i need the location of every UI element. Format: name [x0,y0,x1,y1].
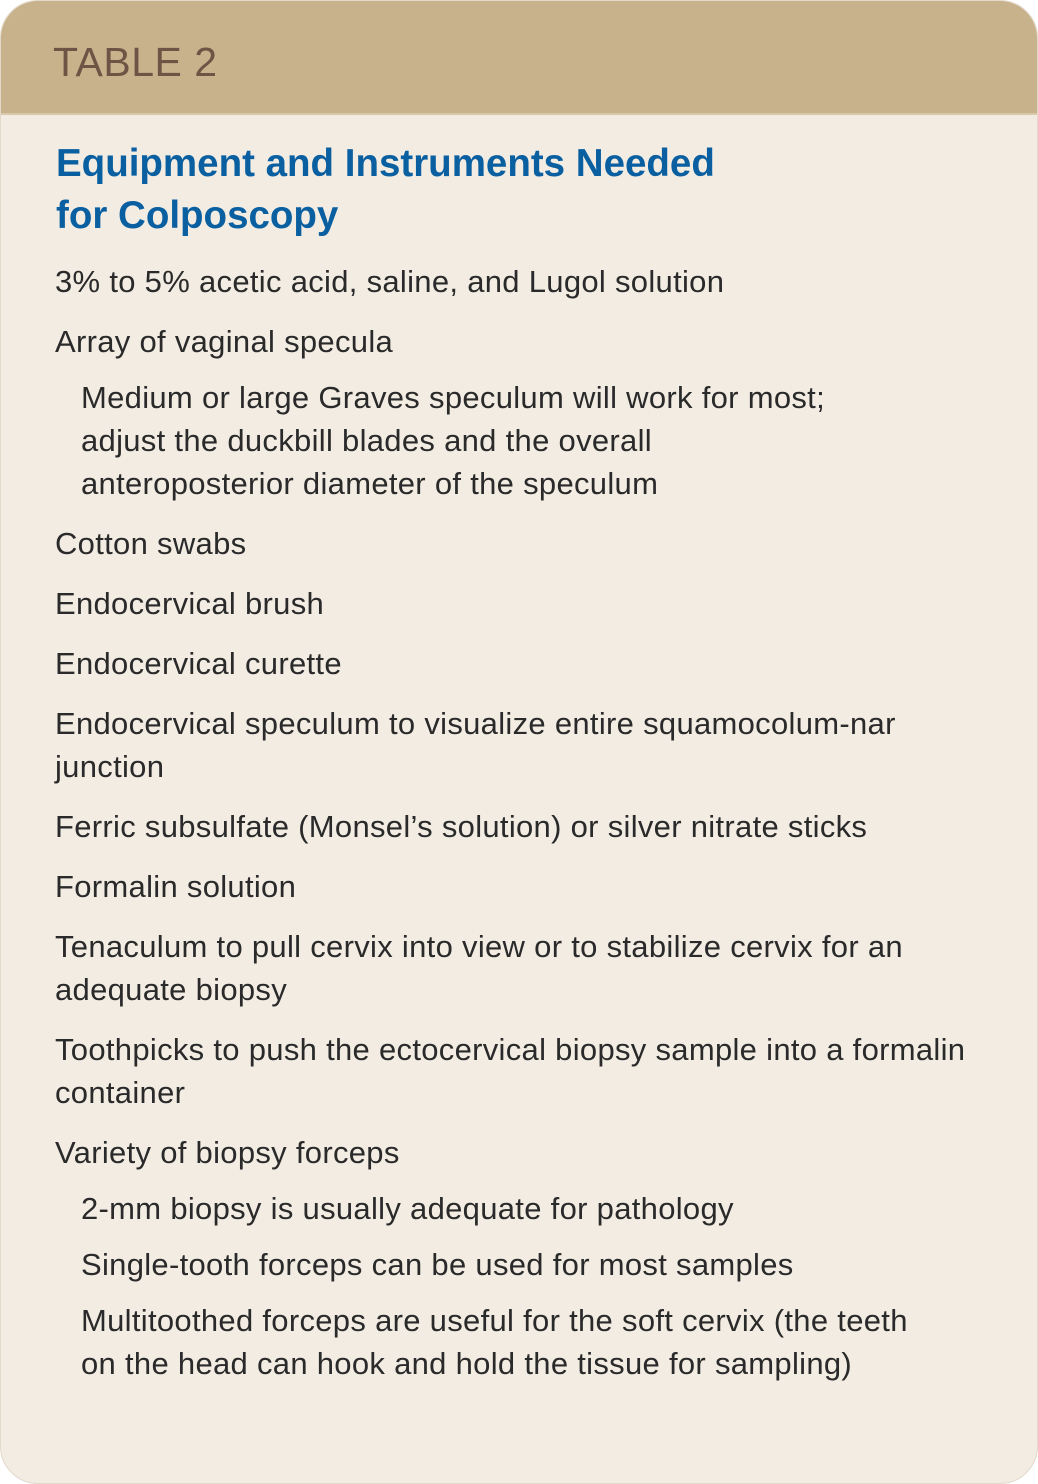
list-item: Variety of biopsy forceps [55,1135,400,1170]
list-item: Array of vaginal specula [55,324,394,359]
list-item: Endocervical speculum to visualize entire squamocolum-nar junction [55,706,896,784]
table-title [56,138,715,242]
list-item: 3% to 5% acetic acid, saline, and Lugol solution [55,264,725,299]
list-item: Tenaculum to pull cervix into view or to stabilize cervix for an adequate biopsy [55,929,903,1007]
list-item: Toothpicks to push the ectocervical biopsy sample into a formalin container [55,1032,966,1110]
title-line-1: Equipment and Instruments Needed [56,142,715,185]
list-item: Endocervical curette [55,646,342,681]
list-item: Ferric subsulfate (Monsel’s solution) or silver nitrate sticks [55,809,868,844]
list-item: Formalin solution [55,869,297,904]
list-subitem: Multitoothed forceps are useful for the soft cervix (the teeth on the head can hook and hold the tissue for sampling) [81,1303,908,1381]
list-item: Cotton swabs [55,526,247,561]
list-subitem: 2-mm biopsy is usually adequate for pathology [81,1191,734,1226]
title-line-2: for Colposcopy [56,194,339,237]
list-subitem: Single-tooth forceps can be used for most samples [81,1247,794,1282]
table-label: TABLE 2 [53,39,218,85]
list-subitem: Medium or large Graves speculum will work for most; adjust the duckbill blades and the overall anteroposterior diameter of the speculum [81,380,826,501]
table-header [1,1,1037,115]
list-item: Endocervical brush [55,586,325,621]
equipment-list [55,260,995,1385]
